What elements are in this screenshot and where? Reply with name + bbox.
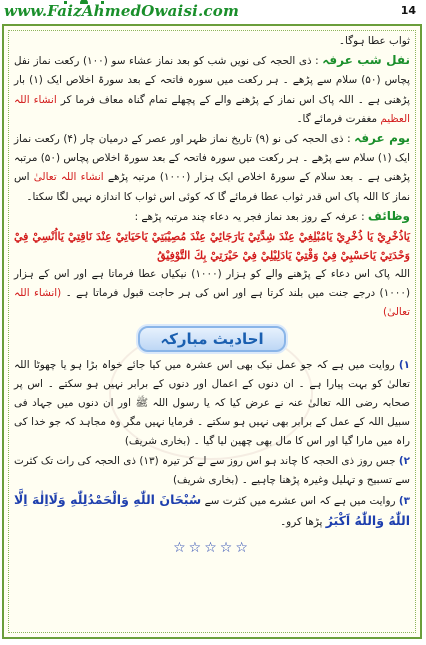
paragraph-dua-virtue [14,265,410,323]
paragraph-nafl [14,51,410,129]
hadith-2 [14,452,410,490]
hadith-2-reference: (بخاری شریف) [172,473,239,486]
hadith-3-arabic: سُبْحَانَ اللّٰهِ وَالْحَمْدُلِلّٰهِ وَلَااِلٰهَ اِلَّا اللّٰهُ وَاللّٰهُ اَكْبَرُ [14,492,410,529]
wazaif-heading: وظائف [367,208,410,223]
hadith-1-text: روایت میں ہے کہ جو عمل نیک بھی اس عشرہ میں کیا جائے خواہ بڑا ہو یا چھوٹا اللہ تعالیٰ کو بہت پیارا ہے ۔ ان دنوں کے اعمال اور دنوں کے برابر نہیں ہو سکتے ۔ اس پر صحابہ رضی اللہ تعالیٰ عنہ نے عرض کیا کہ یا رسول اللہ ﷺ اور ان دنوں میں جہاد فی سبیل اللہ کے عمل کے برابر بھی نہیں ہو سکتے ۔ فرمایا نہیں مگر وہ مجاہد کہ جو خدا کی راہ میں مارا گیا اور اس کا مال بھی چھین لیا گیا ۔ [14,358,410,448]
page-header [0,0,426,22]
ahadith-banner [14,326,410,352]
content-frame [2,24,422,639]
paragraph-intro [14,32,410,51]
hadith-1-number: ۱) [398,358,410,371]
dua-inshallah: (انشاء اللہ تعالیٰ) [14,287,410,319]
nafl-heading: نفل شب عرفہ [322,53,410,68]
wazaif-text: : عرفہ کے روز بعد نماز فجر یہ دعاء چند مرتبہ پڑھے : [134,210,365,223]
dua-virtue-text: اللہ پاک اس دعاء کے پڑھنے والے کو ہزار (۱۰۰۰) نیکیاں عطا فرماتا ہے اور اس کے ہزار (۱۰۰۰) درجے جنت میں بلند کرتا ہے اور اس کی ہر حاجت قبول فرماتا ہے ۔ [14,268,411,300]
yaum-heading: یوم عرفہ [354,131,410,146]
yaum-end: اس نماز کا اللہ پاک اس قدر ثواب عطا فرمائے گا کہ کوئی اس ثواب کا اندازہ نہیں لگا سکتا۔ [14,171,410,203]
site-logo-text[interactable]: www.FaizAhmedOwaisi.com [4,2,240,20]
yaum-text: : ذی الحجہ کی نو (۹) تاریخ نماز ظہر اور عصر کے درمیان چار (۴) رکعت نماز ایک (۱) سلام سے پڑھے ۔ ہر رکعت میں سورہ فاتحہ کے بعد سورۃ اخلاص پچاس (۵۰) مرتبہ پڑھنی ہے ۔ بعد سلام کے سورۃ اخلاص ایک ہزار (۱۰۰۰) مرتبہ پڑھے [14,133,410,184]
star-divider: ☆☆☆☆☆ [173,540,251,557]
hadith-2-number: ۲) [398,454,410,467]
nafl-inshallah: انشاء اللہ العظیم [14,93,410,125]
dua-arabic: يَاذُخْرِيْ يَا ذُخْرِيْ يَامُبْلِغِيْ عِنْدَ شِدَّتِيْ يَارَجَائِيْ عِنْدَ مُصِيْبَتِيْ يَاحَيَاتِيْ عِنْدَ نَاقِتِيْ يَااُنْسِيْ فِيْ وَحْدَتِيْ يَاحَسْبِيْ فِيْ وَقْتِيْ يَادَلِيْلِيْ فِيْ حَيْرَتِيْ بِكَ التَّوْفِيْقُ [14,230,410,263]
content-body [14,32,410,631]
yaum-inshallah: انشاء اللہ تعالیٰ [33,171,104,184]
hadith-1-reference: (بخاری شریف) [124,435,191,448]
page-number: 14 [400,4,416,17]
hadith-3-end: پڑھا کرو۔ [280,516,323,529]
hadith-3 [14,490,410,532]
intro-text: ثواب عطا ہوگا۔ [338,35,410,47]
paragraph-wazaif [14,207,410,227]
hadith-3-number: ۳) [398,495,410,508]
paragraph-yaum-arafa [14,129,410,207]
nafl-text: : ذی الحجہ کی نویں شب کو بعد نماز عشاء سو (۱۰۰) رکعت نماز نفل پچاس (۵۰) سلام سے پڑھے ۔ ہر رکعت میں سورہ فاتحہ کے بعد سورۃ اخلاص ایک (۱) بار پڑھنی ہے ۔ اللہ پاک اس نماز کے پڑھنے والے کے پچھلے تمام گناہ معاف فرما کر [14,55,411,106]
hadith-3-text: روایت میں ہے کہ اس عشرے میں کثرت سے [204,495,396,508]
hadith-1 [14,356,410,452]
nafl-end: مغفرت فرمائے گا۔ [296,112,378,125]
hadith-2-text: جس روز ذی الحجہ کا چاند ہو اس روز سے لے کر تیرہ (۱۳) ذی الحجہ کی رات تک کثرت سے تسبیح و تہلیل وغیرہ پڑھنا چاہیے ۔ [14,454,410,486]
ahadith-title: احادیث مبارکہ [138,326,285,352]
